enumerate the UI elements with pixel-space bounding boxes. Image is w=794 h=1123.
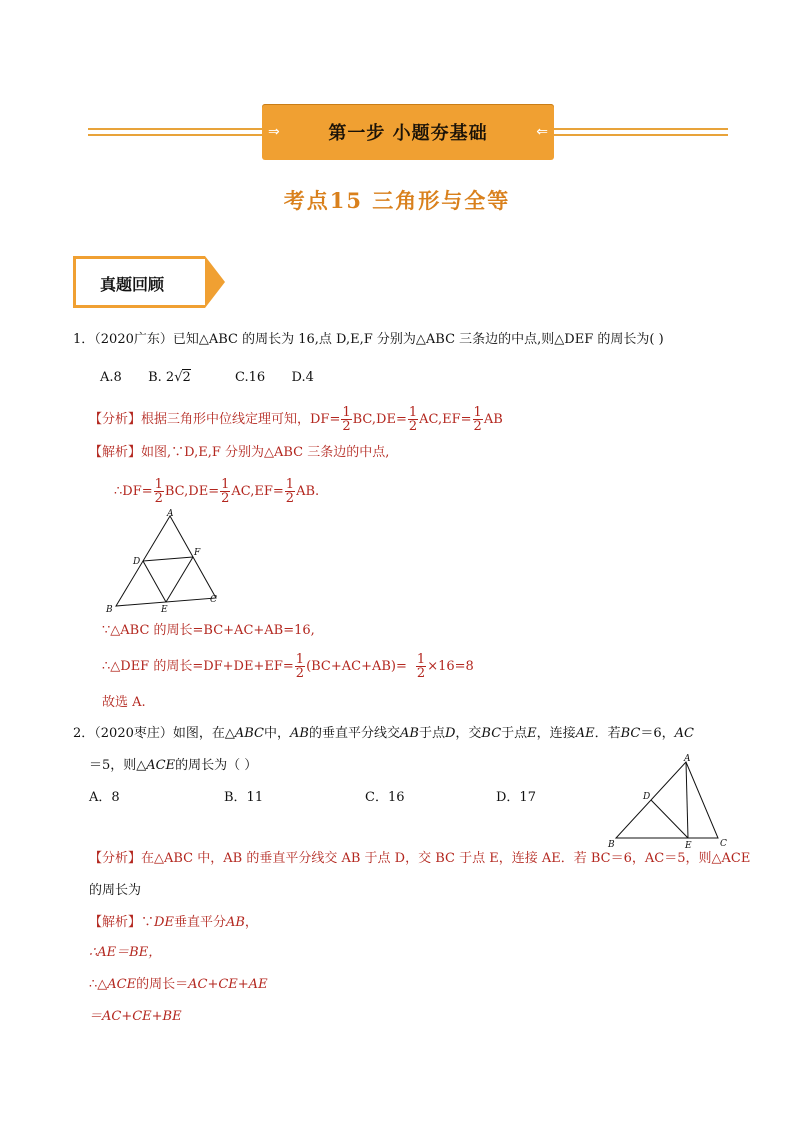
q2-option-c: C．16 (365, 790, 405, 805)
banner-title: 第一步 小题夯基础 (328, 123, 488, 144)
header-rule-right-top (554, 128, 728, 130)
q1-solution-line1: 【解析】如图,∵D,E,F 分别为△ABC 三条边的中点, (89, 445, 390, 460)
q1-option-d: D.4 (291, 370, 314, 385)
fraction: $\frac{1}{2}$ (416, 652, 426, 681)
header-rule-left-top (88, 128, 262, 130)
q1-stem: 1．（2020广东）已知△ABC 的周长为 16,点 D,E,F 分别为△ABC 三条边的中点,则△DEF 的周长为( ) (73, 332, 664, 347)
q2-fig-label-c: C (720, 839, 727, 848)
header-rule-right-bottom (554, 134, 728, 136)
arrow-left-icon: ⇐ (536, 124, 548, 140)
q2-fig-label-a: A (684, 754, 691, 764)
q2-solution-line1: 【解析】∵DE垂直平分AB， (89, 915, 258, 930)
q1-option-c: C.16 (235, 370, 266, 385)
fraction: $\frac{1}{2}$ (473, 405, 482, 434)
q1-fig-label-f: F (194, 548, 201, 558)
q2-fig-label-e: E (685, 841, 692, 848)
q1-solution-line3: ∵△ABC 的周长=BC+AC+AB=16, (102, 623, 315, 638)
q1-analysis (89, 406, 503, 433)
q2-stem-line2: ＝5，则△ACE的周长为（ ） (89, 758, 258, 773)
q1-fig-label-c: C (210, 595, 217, 605)
q1-fig-label-a: A (167, 509, 174, 519)
arrow-right-icon: ⇒ (268, 124, 280, 140)
section-tag-label: 真题回顾 (100, 275, 165, 294)
fraction: $\frac{1}{2}$ (408, 405, 418, 434)
q1-fig-label-b: B (106, 605, 113, 615)
q2-fig-label-d: D (643, 792, 651, 802)
sqrt-icon: √ (174, 370, 183, 385)
q1-analysis-text: 【分析】根据三角形中位线定理可知，DF= (89, 412, 341, 427)
section-title: 考点15 三角形与全等 (283, 188, 511, 213)
step-banner (262, 104, 554, 160)
header-rule-left-bottom (88, 134, 262, 136)
q1-option-a: A.8 (100, 370, 122, 385)
q1-analysis-text: AB (483, 412, 503, 427)
fraction: $\frac{1}{2}$ (342, 405, 351, 434)
q2-option-a: A．8 (89, 790, 120, 805)
q2-analysis-line2: 的周长为 (89, 883, 142, 898)
q2-fig-label-b: B (608, 840, 615, 848)
q2-solution-line4: ＝AC+CE+BE (89, 1009, 182, 1024)
q1-triangle-figure (100, 508, 230, 616)
q1-options (100, 369, 314, 387)
q2-option-b: B．11 (224, 790, 264, 805)
q1-option-b-coef: 2 (165, 370, 175, 385)
q1-analysis-text: AC,EF= (419, 412, 472, 427)
q1-fig-label-e: E (161, 605, 168, 615)
section-tag-arrow (205, 256, 225, 308)
q2-solution-line2: ∴AE＝BE， (89, 945, 162, 960)
q1-option-b: B. (148, 370, 162, 385)
fraction: $\frac{1}{2}$ (295, 652, 305, 681)
fraction: $\frac{1}{2}$ (154, 477, 163, 506)
q1-solution-line2: ∴DF= $\frac{1}{2}$ BC,DE= $\frac{1}{2}$ AC,EF= $\frac{1}{2}$ AB. (114, 477, 320, 506)
fraction: $\frac{1}{2}$ (285, 477, 295, 506)
q2-stem-line1: 2．（2020枣庄）如图，在△ABC中，AB的垂直平分线交AB于点D，交BC于点E，连接AE．若BC＝6，AC (73, 726, 694, 741)
q1-solution-line4: ∴△DEF 的周长=DF+DE+EF= $\frac{1}{2}$ (BC+AC+AB)= $\frac{1}{2}$ ×16=8 (102, 652, 474, 681)
q1-analysis-text: BC,DE= (352, 412, 407, 427)
q1-solution-line5: 故选 A. (102, 695, 146, 710)
fraction: $\frac{1}{2}$ (221, 477, 230, 506)
q1-fig-label-d: D (133, 557, 141, 567)
q1-option-b-radicand: 2 (182, 370, 191, 385)
q2-solution-line3: ∴△ACE的周长＝AC+CE+AE (89, 977, 268, 992)
q2-analysis-line1: 【分析】在△ABC 中，AB 的垂直平分线交 AB 于点 D，交 BC 于点 E，连接 AE．若 BC＝6，AC＝5，则△ACE (89, 851, 751, 866)
q2-triangle-figure (604, 752, 734, 848)
q2-option-d: D．17 (496, 790, 536, 805)
